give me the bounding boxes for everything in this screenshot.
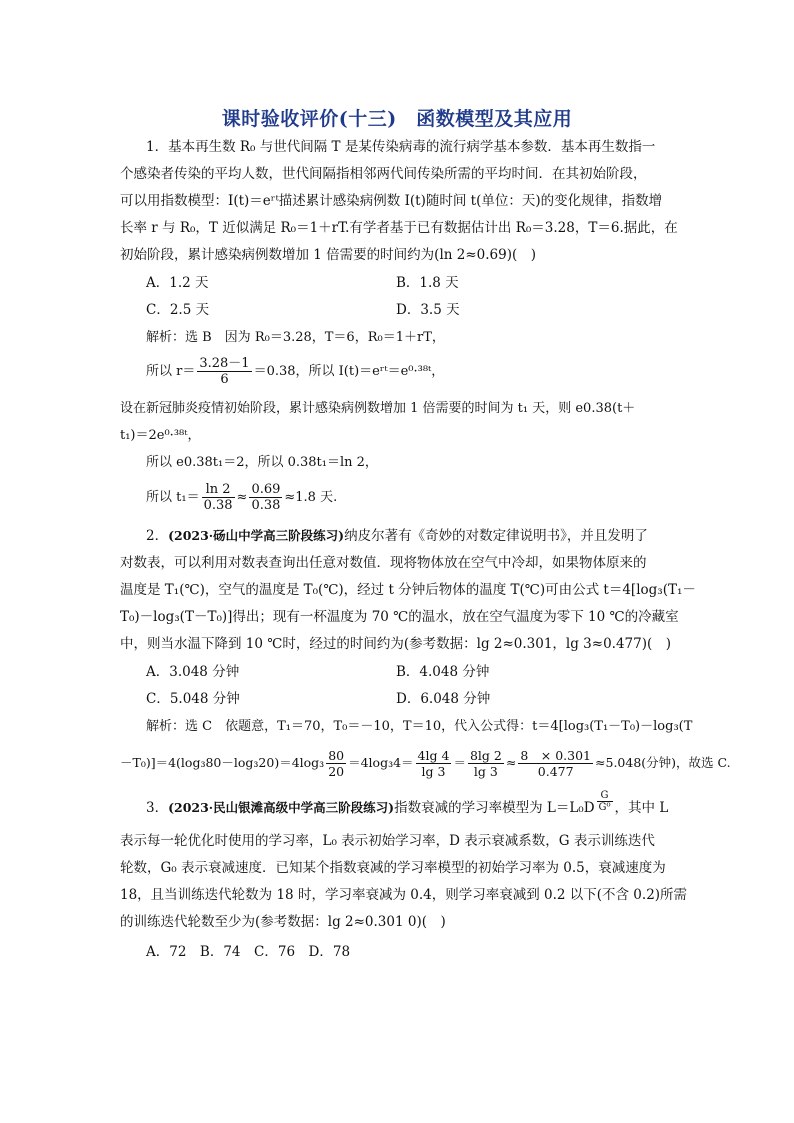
q1-line-5: 初始阶段，累计感染病例数增加 1 倍需要的时间约为(ln 2≈0.69)( ) [120, 247, 537, 263]
q1-solution-line-2: 所以 r＝ $\frac{3.28-1}{6}$ ＝0.38，所以 I(t)＝eʳᵗ＝e⁰·³⁸ᵗ， [146, 356, 445, 387]
q3-line-3: 轮数，G₀ 表示衰减速度．已知某个指数衰减的学习率模型的初始学习率为 0.5，衰减速度为 [120, 860, 666, 876]
q2-solution-line-2: －T₀)]＝4(log₃80－log₃20)＝4log₃ $\frac{80}{20}$ ＝4log₃4＝ $\frac{4\lg 4}{\lg 3}$ ＝ $\frac{8\lg 2}{\lg 3}$ ≈ $\frac{8 \times 0.301}{0.477}$ ≈5.048(分钟)，故选 C. [120, 748, 731, 779]
q1-option-c: C．2.5 天 [146, 302, 210, 318]
fraction: $\frac{8 \times 0.301}{0.477}$ [520, 748, 592, 779]
q2-option-b: B．4.048 分钟 [396, 664, 490, 680]
q1-solution-line-1: 解析：选 B 因为 R₀＝3.28，T＝6，R₀＝1＋rT， [146, 330, 445, 345]
q3-line-1: 3．(2023·民山银滩高级中学高三阶段练习)指数衰减的学习率模型为 L＝L₀D $\frac{G}{\text{G⁰}}$ ，其中 L [146, 790, 669, 816]
q1-option-a: A．1.2 天 [146, 275, 209, 291]
q2-line-5: 中，则当水温下降到 10 ℃时，经过的时间约为(参考数据：lg 2≈0.301，lg 3≈0.477)( ) [120, 636, 672, 652]
q2-line-2: 对数表，可以利用对数表查询出任意对数值．现将物体放在空气中冷却，如果物体原来的 [120, 555, 647, 571]
q1-option-b: B．1.8 天 [396, 275, 459, 291]
fraction: $\frac{4\lg 4}{\lg 3}$ [417, 748, 450, 779]
q1-line-1: 1．基本再生数 R₀ 与世代间隔 T 是某传染病毒的流行病学基本参数．基本再生数指一 [146, 139, 656, 155]
fraction: $\frac{80}{20}$ [328, 748, 345, 779]
q1-solution-line-4: t₁)＝2e⁰·³⁸ᵗ， [120, 428, 201, 443]
q1-solution-line-6: 所以 t₁＝ $\frac{\ln 2}{0.38}$ ≈ $\frac{0.69}{0.38}$ ≈1.8 天. [146, 482, 338, 513]
q2-option-c: C．5.048 分钟 [146, 691, 240, 707]
q3-line-2: 表示每一轮优化时使用的学习率，L₀ 表示初始学习率，D 表示衰减系数，G 表示训练迭代 [120, 833, 655, 849]
q2-solution-line-1: 解析：选 C 依题意，T₁＝70，T₀＝－10，T＝10，代入公式得：t＝4[log₃(T₁－T₀)－log₃(T [146, 719, 693, 734]
q3-options: A．72 B．74 C．76 D．78 [146, 944, 351, 960]
q1-line-3: 可以用指数模型：I(t)＝eʳᵗ描述累计感染病例数 I(t)随时间 t(单位：天)的变化规律，指数增 [120, 193, 663, 209]
q1-line-4: 长率 r 与 R₀，T 近似满足 R₀＝1＋rT.有学者基于已有数据估计出 R₀＝3.28，T＝6.据此，在 [120, 220, 678, 236]
q2-line-1: 2．(2023·砀山中学高三阶段练习)纳皮尔著有《奇妙的对数定律说明书》，并且发明了 [146, 528, 648, 544]
exponent-fraction: $\frac{G}{\text{G⁰}}$ [598, 790, 611, 813]
q1-solution-line-5: 所以 e0.38t₁＝2，所以 0.38t₁＝ln 2， [146, 455, 378, 470]
q2-option-a: A．3.048 分钟 [146, 664, 240, 680]
fraction: $\frac{0.69}{0.38}$ [251, 482, 281, 513]
q3-source: (2023·民山银滩高级中学高三阶段练习) [168, 800, 395, 815]
fraction: $\frac{3.28-1}{6}$ [199, 356, 250, 387]
q2-source: (2023·砀山中学高三阶段练习) [168, 528, 345, 543]
q1-option-d: D．3.5 天 [396, 302, 460, 318]
q2-option-d: D．6.048 分钟 [396, 691, 491, 707]
q1-solution-line-3: 设在新冠肺炎疫情初始阶段，累计感染病例数增加 1 倍需要的时间为 t₁ 天，则 e0.38(t＋ [120, 401, 636, 416]
q2-line-4: T₀)－log₃(T－T₀)]得出；现有一杯温度为 70 ℃的温水，放在空气温度为零下 10 ℃的冷藏室 [120, 609, 679, 625]
fraction: $\frac{\ln 2}{0.38}$ [203, 482, 233, 513]
q3-line-4: 18，且当训练迭代轮数为 18 时，学习率衰减为 0.4，则学习率衰减到 0.2 以下(不含 0.2)所需 [120, 887, 688, 903]
page-title: 课时验收评价(十三) 函数模型及其应用 [221, 108, 573, 130]
fraction: $\frac{8\lg 2}{\lg 3}$ [469, 748, 502, 779]
q2-line-3: 温度是 T₁(℃)，空气的温度是 T₀(℃)，经过 t 分钟后物体的温度 T(℃)可由公式 t＝4[log₃(T₁－ [120, 582, 696, 598]
q3-line-5: 的训练迭代轮数至少为(参考数据：lg 2≈0.301 0)( ) [120, 914, 446, 930]
q1-line-2: 个感染者传染的平均人数，世代间隔指相邻两代间传染所需的平均时间．在其初始阶段， [120, 166, 647, 182]
